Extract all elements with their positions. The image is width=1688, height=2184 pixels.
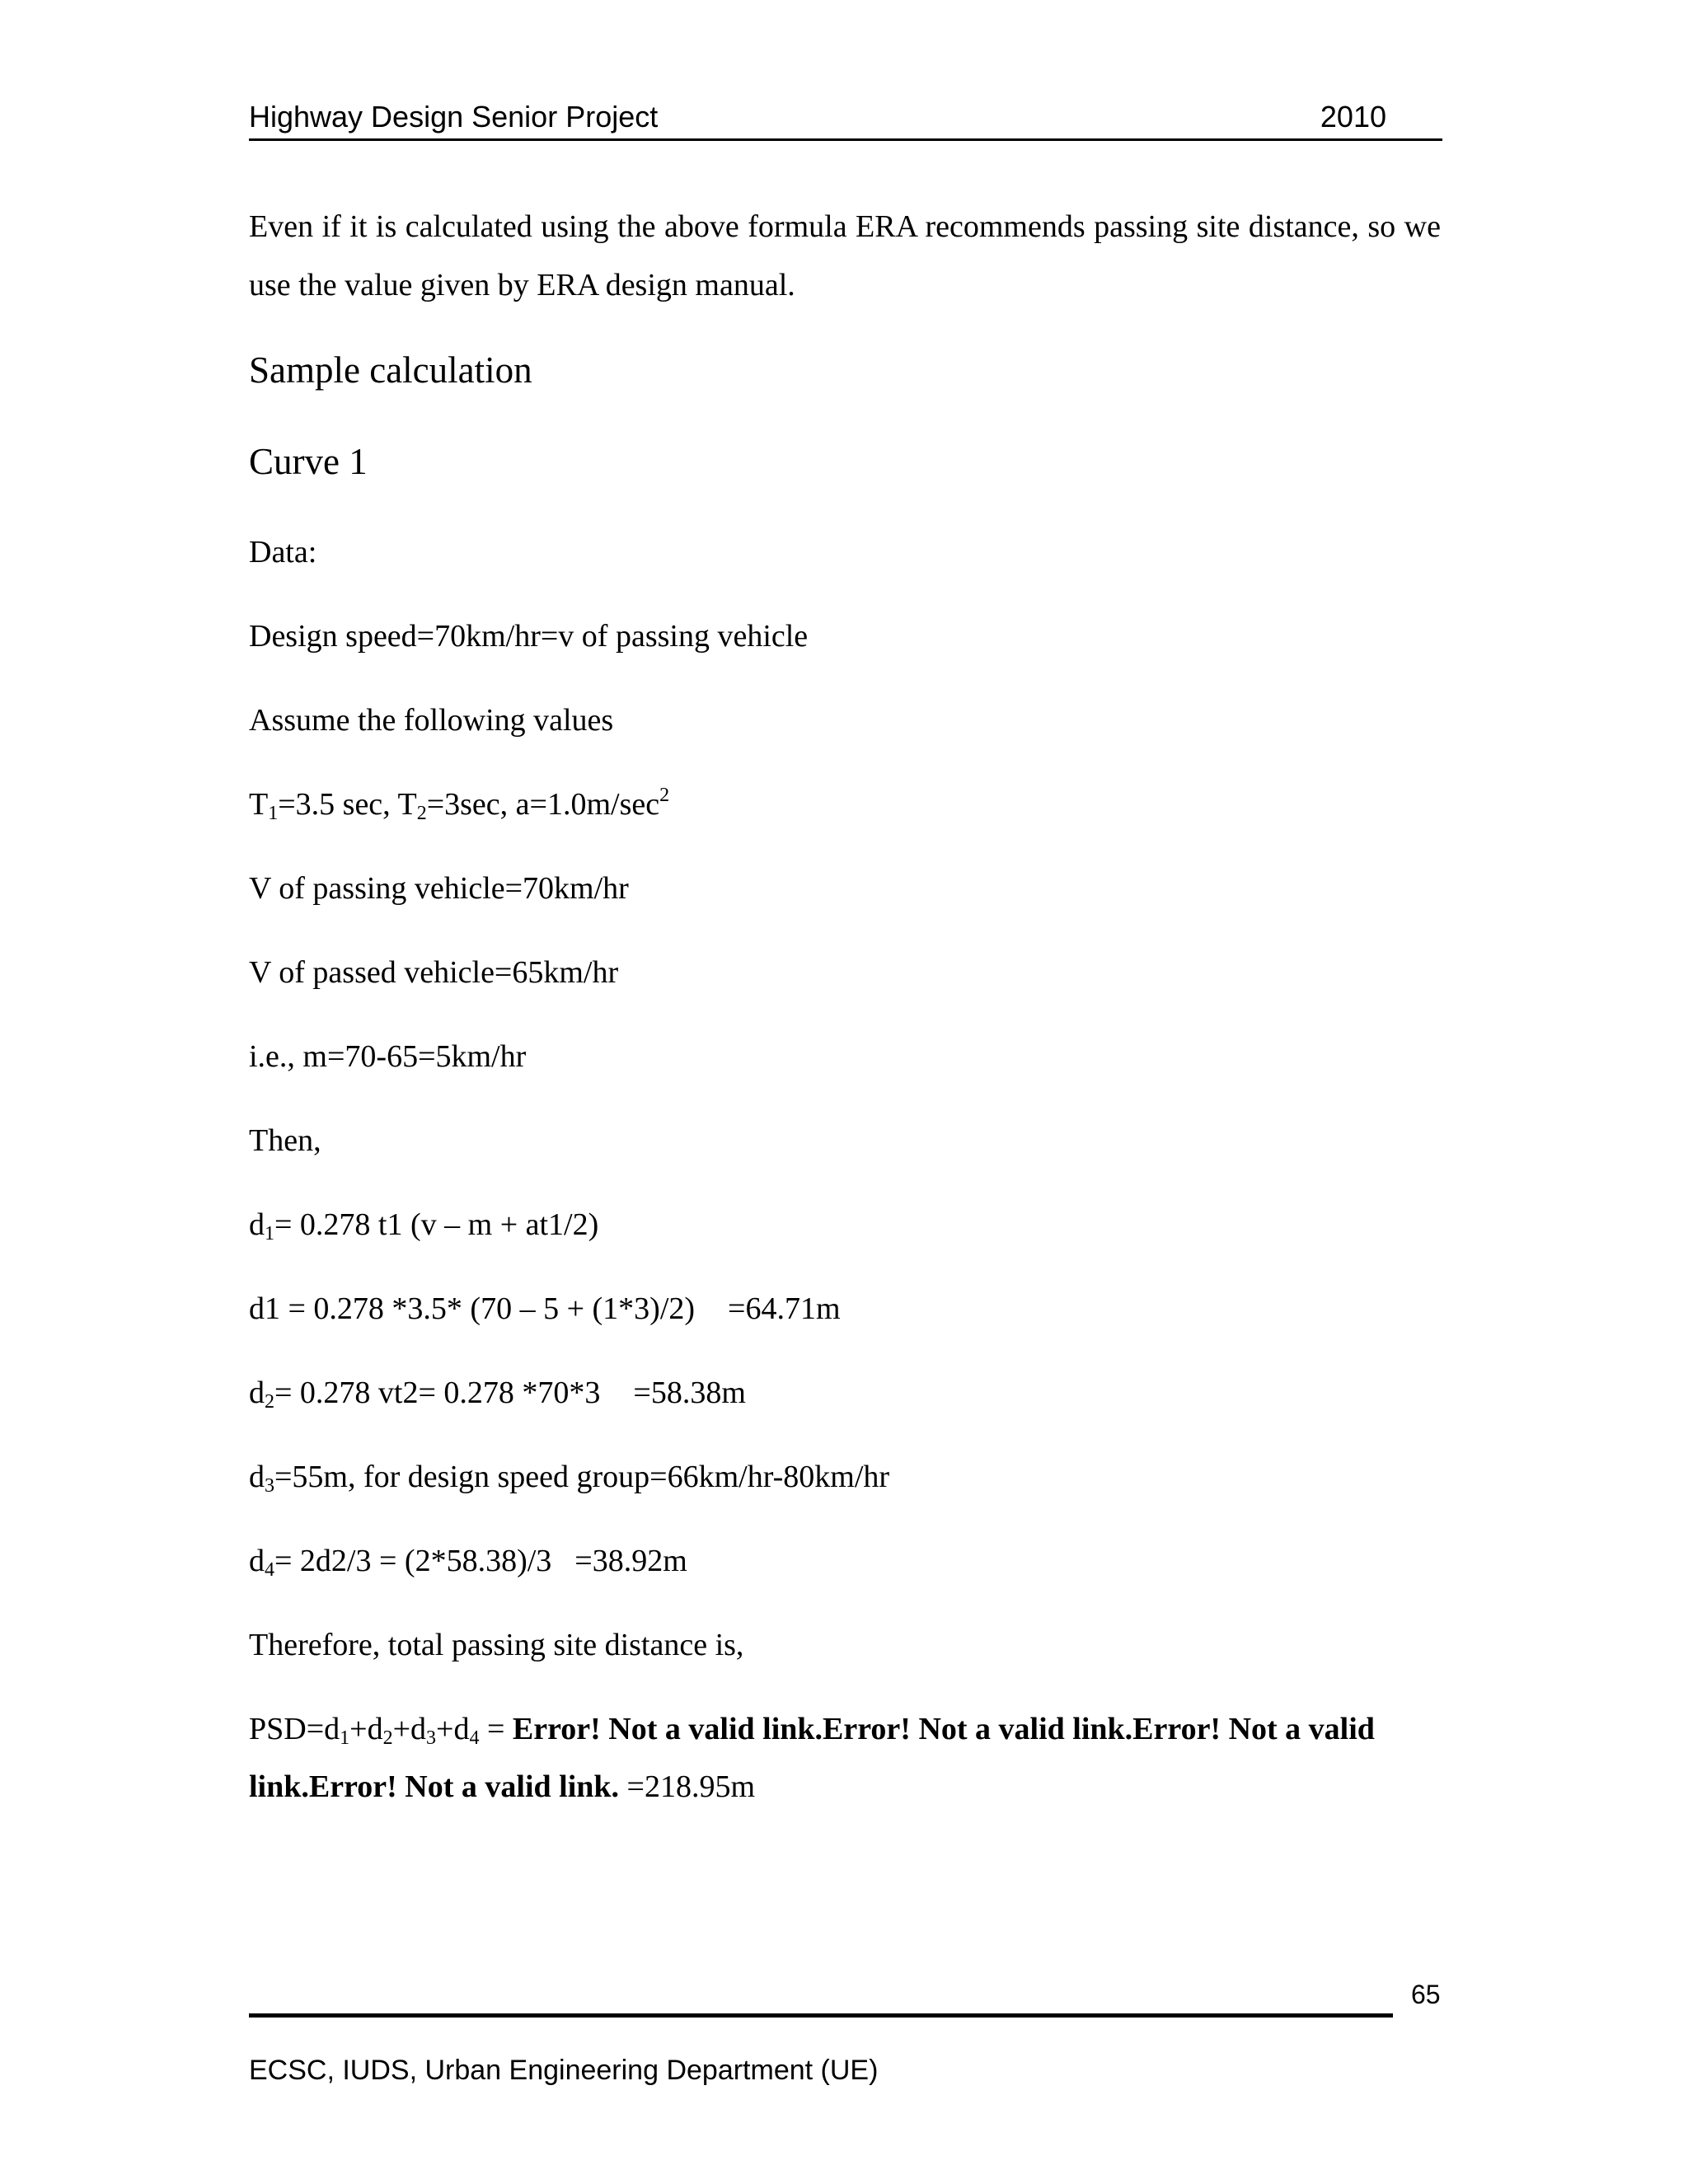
assume-line: Assume the following values [249,703,614,738]
d4-subscript: 4 [265,1559,274,1581]
d1-calc-expression: d1 = 0.278 *3.5* (70 – 5 + (1*3)/2) [249,1291,696,1326]
d2-symbol: d [249,1376,265,1410]
intro-paragraph: Even if it is calculated using the above formula ERA recommends passing site distance, so we use the value given by ERA design manual. [249,209,1441,302]
psd-error-text-2: link.Error! Not a valid link. [249,1769,620,1804]
d3-subscript: 3 [265,1475,274,1497]
d4-calc-result: =38.92m [574,1544,687,1578]
d2-calc-result: =58.38m [633,1376,746,1410]
d1-symbol: d [249,1207,265,1242]
d2-subscript: 2 [265,1391,274,1413]
d4-symbol: d [249,1544,265,1578]
times-line [249,785,1441,824]
d4-calc-expression: = 2d2/3 = (2*58.38)/3 [274,1544,552,1578]
t1-subscript: 1 [268,803,279,824]
psd-line-2 [249,1767,1441,1807]
d3-text: =55m, for design speed group=66km/hr-80km/hr [274,1460,890,1494]
d2-calc-line [249,1373,1441,1413]
psd-result: =218.95m [619,1769,756,1804]
d2-calc-expression: = 0.278 vt2= 0.278 *70*3 [274,1376,601,1410]
psd-prefix: PSD= [249,1712,325,1746]
data-label: Data: [249,535,317,569]
therefore-line: Therefore, total passing site distance is, [249,1628,744,1662]
accel-superscript: 2 [659,785,670,806]
header-year: 2010 [1320,100,1386,134]
d1-calc-result: =64.71m [728,1291,841,1326]
d1-subscript: 1 [265,1223,274,1244]
heading-curve-1: Curve 1 [249,441,368,482]
heading-sample-calculation: Sample calculation [249,349,532,391]
d1-calc-line [249,1289,1441,1329]
t2-value: =3sec, a=1.0m/sec [426,787,660,822]
header-title: Highway Design Senior Project [249,100,659,134]
t1-symbol: T [249,787,269,822]
m-value-line: i.e., m=70-65=5km/hr [249,1039,527,1074]
footer-text: ECSC, IUDS, Urban Engineering Department (UE) [249,2055,879,2086]
t2-symbol: T [397,787,417,822]
d3-symbol: d [249,1460,265,1494]
then-line: Then, [249,1123,321,1158]
d3-line [249,1457,1441,1497]
psd-error-text-1: Error! Not a valid link.Error! Not a valid link.Error! Not a valid [512,1712,1375,1746]
d1-formula: = 0.278 t1 (v – m + at1/2) [274,1207,599,1242]
page-number: 65 [1411,1980,1441,2009]
footer-divider [249,2013,1393,2018]
t1-value: =3.5 sec, [278,787,398,822]
design-speed-line: Design speed=70km/hr=v of passing vehicle [249,619,809,654]
d1-formula-line [249,1205,1441,1244]
v-passed-line: V of passed vehicle=65km/hr [249,955,619,990]
t2-subscript: 2 [416,803,427,824]
d4-calc-line [249,1541,1441,1581]
psd-line-1: $PSD=d_1+d_2+d_3+d_4$ = Error! Not a valid link.Error! Not a valid link.Error! Not a valid [249,1712,1375,1749]
v-passing-line: V of passing vehicle=70km/hr [249,871,629,906]
page-header [249,96,1442,141]
